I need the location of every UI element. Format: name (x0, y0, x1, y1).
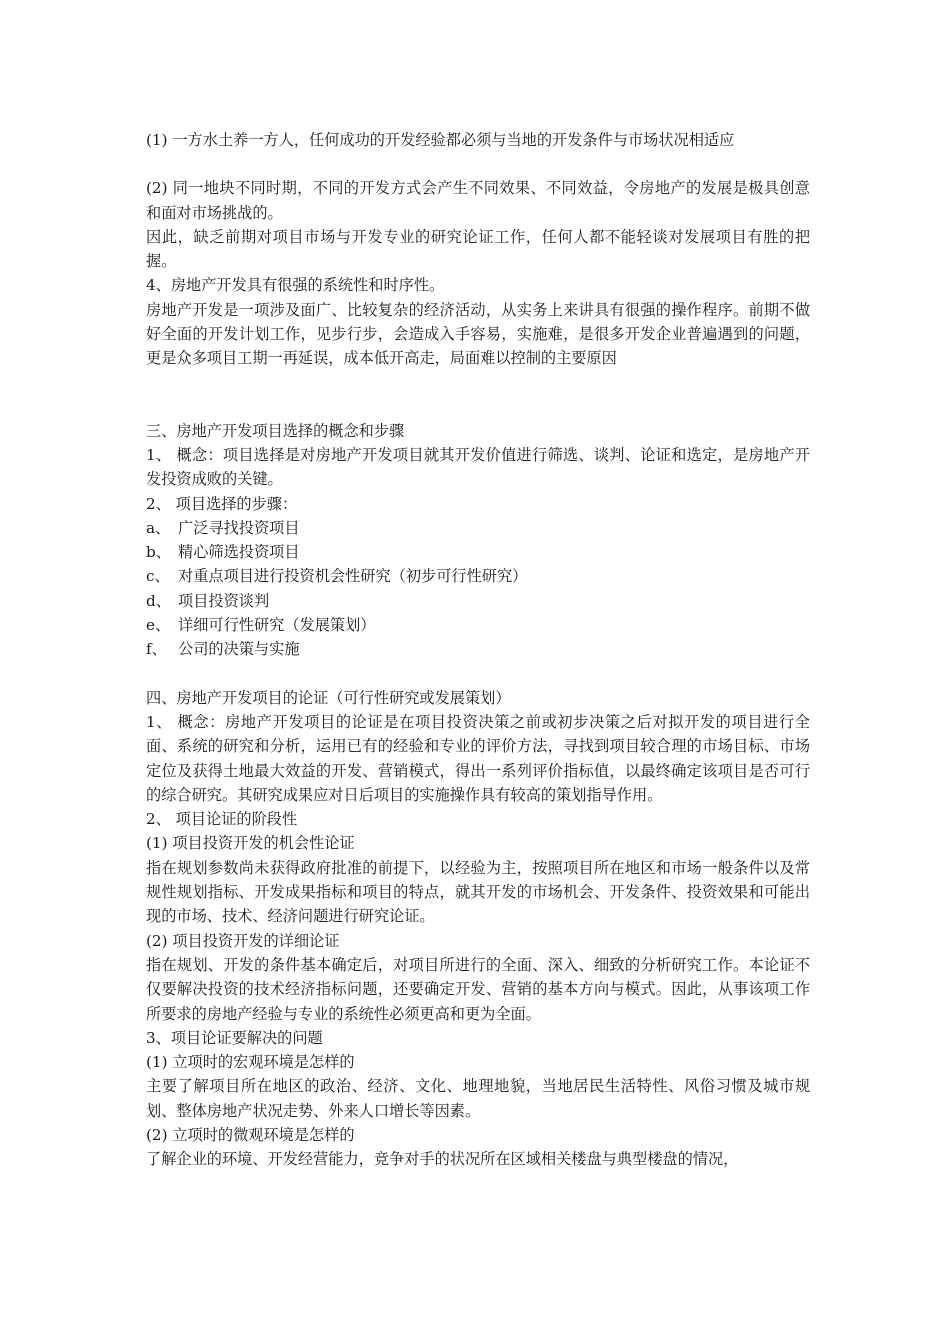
paragraph: 因此，缺乏前期对项目市场与开发专业的研究论证工作，任何人都不能轻谈对发展项目有胜的把握。 (146, 227, 810, 271)
paragraph: 主要了解项目所在地区的政治、经济、文化、地理地貌，当地居民生活特性、风俗习惯及城市规划、整体房地产状况走势、外来人口增长等因素。 (146, 1077, 810, 1120)
document-body (146, 128, 810, 1172)
list-item: c、 对重点项目进行投资机会性研究（初步可行性研究） (146, 567, 528, 586)
subheading: (2) 立项时的微观环境是怎样的 (146, 1125, 355, 1144)
list-item: e、 详细可行性研究（发展策划） (146, 616, 376, 635)
subheading: 3、项目论证要解决的问题 (146, 1028, 323, 1047)
paragraph: 4、房地产开发具有很强的系统性和时序性。 (146, 276, 445, 295)
section-heading: 四、房地产开发项目的论证（可行性研究或发展策划） (146, 688, 511, 707)
paragraph: 1、 概念：项目选择是对房地产开发项目就其开发价值进行筛选、谈判、论证和选定，是房地产开发投资成败的关键。 (146, 445, 810, 489)
paragraph: 指在规划、开发的条件基本确定后，对项目所进行的全面、深入、细致的分析研究工作。本论证不仅要解决投资的技术经济指标问题，还要确定开发、营销的基本方向与模式。因此，从事该项工作所要求的房地产经验与专业的系统性必须更高和更为全面。 (146, 955, 810, 1023)
paragraph: 指在规划参数尚未获得政府批准的前提下，以经验为主，按照项目所在地区和市场一般条件以及常规性规划指标、开发成果指标和项目的特点，就其开发的市场机会、开发条件、投资效果和可能出现的市场、技术、经济问题进行研究论证。 (146, 858, 810, 926)
list-item: a、 广泛寻找投资项目 (146, 518, 300, 537)
subheading: (1) 立项时的宏观环境是怎样的 (146, 1053, 355, 1072)
section-heading: 三、房地产开发项目选择的概念和步骤 (146, 421, 405, 440)
paragraph: (1) 一方水土养一方人，任何成功的开发经验都必须与当地的开发条件与市场状况相适应 (146, 131, 735, 149)
subheading: (1) 项目投资开发的机会性论证 (146, 834, 355, 853)
list-item: f、 公司的决策与实施 (146, 640, 300, 659)
subheading: (2) 项目投资开发的详细论证 (146, 931, 340, 950)
paragraph: 了解企业的环境、开发经营能力，竞争对手的状况所在区域相关楼盘与典型楼盘的情况， (146, 1150, 739, 1169)
list-item: d、 项目投资谈判 (146, 591, 270, 610)
subheading: 2、 项目选择的步骤： (146, 494, 298, 513)
paragraph: (2) 同一地块不同时期，不同的开发方式会产生不同效果、不同效益，令房地产的发展是极具创意和面对市场挑战的。 (146, 179, 810, 222)
paragraph: 1、 概念：房地产开发项目的论证是在项目投资决策之前或初步决策之后对拟开发的项目进行全面、系统的研究和分析，运用已有的经验和专业的评价方法，寻找到项目较合理的市场目标、市场定位及获得土地最大效益的开发、营销模式，得出一系列评价指标值，以最终确定该项目是否可行的综合研究。其研究成果应对日后项目的实施操作具有较高的策划指导作用。 (146, 712, 810, 804)
list-item: b、 精心筛选投资项目 (146, 543, 300, 562)
subheading: 2、 项目论证的阶段性 (146, 810, 298, 829)
paragraph: 房地产开发是一项涉及面广、比较复杂的经济活动，从实务上来讲具有很强的操作程序。前期不做好全面的开发计划工作，见步行步，会造成入手容易，实施难，是很多开发企业普遍遇到的问题，更是众多项目工期一再延误，成本低开高走，局面难以控制的主要原因 (146, 300, 810, 368)
